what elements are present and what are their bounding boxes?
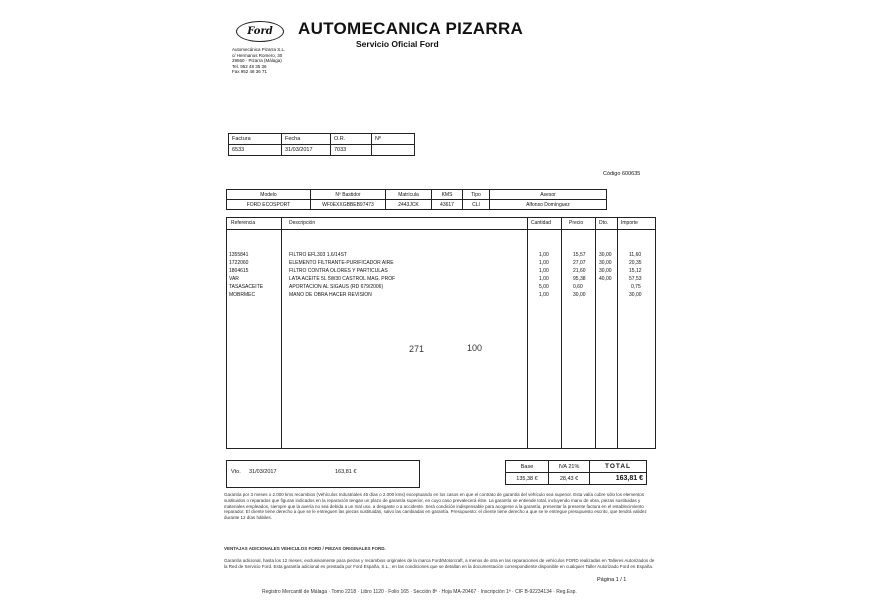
row-ref: VAR <box>229 276 239 282</box>
row-ref: 1804615 <box>229 268 249 274</box>
row-desc: FILTRO EFL303 1.6/14ST <box>289 252 347 258</box>
company-subtitle: Servicio Oficial Ford <box>356 39 439 49</box>
header-descripcion: Descripción <box>289 220 316 226</box>
totals-iva: 28,43 € <box>549 473 590 485</box>
table-row <box>227 268 655 276</box>
row-price: 15,57 <box>573 252 586 258</box>
header-referencia: Referencia <box>231 220 256 226</box>
totals-table <box>505 460 647 485</box>
invoice-n <box>372 145 415 156</box>
items-table <box>226 217 656 449</box>
row-qty: 1,00 <box>539 252 549 258</box>
vehicle-header: Matrícula <box>386 190 432 200</box>
overlay-number: 100 <box>467 343 483 353</box>
items-header <box>227 218 655 230</box>
row-amount: 0,75 <box>631 284 641 290</box>
vehicle-header: KMS <box>432 190 463 200</box>
header-cantidad: Cantidad <box>531 220 552 226</box>
row-ref: 1355841 <box>229 252 249 258</box>
vehicle-model: FORD ECOSPORT <box>227 200 311 210</box>
due-label: Vto. <box>231 469 241 475</box>
row-dto: 40,00 <box>599 276 612 282</box>
invoice-header-cell: Factura <box>229 134 282 145</box>
invoice-header-cell: Fecha <box>282 134 331 145</box>
advantages-title: VENTAJAS ADICIONALES VEHICULOS FORD / PIEZAS ORIGINALES FORD. <box>224 546 386 551</box>
row-qty: 5,00 <box>539 284 549 290</box>
row-price: 21,60 <box>573 268 586 274</box>
address-line: Tel. 952 48 35 36 <box>232 63 267 69</box>
advantages-text: Garantía adicional, hasta los 12 meses, exclusivamente para piezas y recambios originales de la marca Ford/Motorcraft, a menos de otra en las reparaciones de vehículos FORD realizadas en Talleres Autorizados de la Red de Servicio Ford. Esta garantía adicional es prestada por Ford España, S.L., en las condiciones que se detallan en la documentación correspondiente disponible en cualquier Taller Autorizado Ford en España. <box>224 558 655 569</box>
due-box <box>226 460 420 488</box>
row-dto: 30,00 <box>599 260 612 266</box>
vehicle-header: Nº Bastidor <box>311 190 386 200</box>
vehicle-table <box>226 189 607 210</box>
row-desc: LATA ACEITE 5L 5W30 CASTROL MAG. PROF <box>289 276 396 282</box>
header-precio: Precio <box>569 220 584 226</box>
invoice-or: 7033 <box>331 145 372 156</box>
vehicle-header: Modelo <box>227 190 311 200</box>
table-row <box>227 292 655 300</box>
row-amount: 15,12 <box>629 268 642 274</box>
address-line: Automecánica Pizarra S.L. <box>232 47 286 52</box>
page-number: Página 1 / 1 <box>597 577 627 583</box>
row-price: 27,07 <box>573 260 586 266</box>
invoice-header-cell: O.R. <box>331 134 372 145</box>
row-price: 95,38 <box>573 276 586 282</box>
row-dto: 30,00 <box>599 252 612 258</box>
vehicle-plate: 2443JCK <box>386 200 432 210</box>
due-date: 31/03/2017 <box>249 469 277 475</box>
row-ref: TASASACEITE <box>229 284 264 290</box>
registry-text: Registro Mercantil de Málaga · Tomo 2218 · Libro 1120 · Folio 165 · Sección 8ª · Hoja MA-20467 · Inscripción 1ª · CIF B-92234134 · Reg.Esp. <box>262 589 577 595</box>
address-line: Fax 952 48 36 71 <box>232 69 268 74</box>
header-dto: Dto. <box>599 220 609 226</box>
row-amount: 57,53 <box>629 276 642 282</box>
header-importe: Importe <box>621 220 638 226</box>
row-qty: 1,00 <box>539 276 549 282</box>
vehicle-header: Tipo <box>463 190 490 200</box>
totals-header-iva: IVA 21% <box>549 461 590 473</box>
row-desc: APORTACION AL SIGAUS (RD 679/2006) <box>289 284 384 290</box>
company-name: AUTOMECANICA PIZARRA <box>298 19 524 38</box>
company-address <box>232 47 302 75</box>
row-ref: MOBRMEC <box>229 292 256 298</box>
row-qty: 1,00 <box>539 292 549 298</box>
row-qty: 1,00 <box>539 260 549 266</box>
overlay-number: 271 <box>409 344 425 354</box>
row-amount: 11,60 <box>629 252 642 258</box>
vehicle-type: CLI <box>463 200 490 210</box>
row-amount: 30,00 <box>629 292 642 298</box>
invoice-info-table <box>228 133 415 156</box>
table-row <box>227 276 655 284</box>
table-row <box>227 260 655 268</box>
invoice-date: 31/03/2017 <box>282 145 331 156</box>
vehicle-header: Asesor <box>490 190 607 200</box>
due-amount: 163,81 € <box>335 469 357 475</box>
totals-total: 163,81 € <box>590 473 647 485</box>
row-desc: FILTRO CONTRA OLORES Y PARTICULAS <box>289 268 388 274</box>
legal-text: Garantía por 3 meses o 2.000 kms recambios (Vehículos Industriales 45 días o 2.000 kms) exceptuando en los casos en que el contrato de garantía del vehículo sea superior. Esta valía cubre sólo los elementos sustituidos o reparados que figuran indicados en la reparación tengan un plazo de garantía superior, en cuyo caso prevalecerá éste. La garantía se entiende total, incluyendo mano de obra, piezas sustituidas y materiales empleados, siempre que la avería no sea debida a un mal uso, a desgaste o a accidente. Será condición indispensable para acogerse a la garantía, presentar la presente factura en el establecimiento reparador. El cliente tiene derecho a que se le entreguen las piezas sustituidas, salvo las cambiadas en garantía. Presupuesto: el cliente tiene derecho a que se le entregue presupuesto escrito, que tendrá validez durante 12 días hábiles. <box>224 492 647 521</box>
vehicle-vin: WF0EXXGBBEB97473 <box>311 200 386 210</box>
row-desc: ELEMENTO FILTRANTE-PURIFICADOR AIRE <box>289 260 394 266</box>
row-desc: MANO DE OBRA HACER REVISION <box>289 292 372 298</box>
customer-code: Código 600635 <box>603 171 641 177</box>
row-amount: 20,35 <box>629 260 642 266</box>
ford-logo: Ford <box>236 21 284 42</box>
row-price: 0,60 <box>573 284 583 290</box>
row-dto: 30,00 <box>599 268 612 274</box>
table-row <box>227 284 655 292</box>
row-price: 30,00 <box>573 292 586 298</box>
invoice-header-cell: Nº <box>372 134 415 145</box>
invoice-number: 6533 <box>229 145 282 156</box>
totals-base: 135,38 € <box>506 473 549 485</box>
address-line: c/ Hermanos Romero, 30 <box>232 52 283 58</box>
row-ref: 1722060 <box>229 260 249 266</box>
table-row <box>227 252 655 260</box>
vehicle-advisor: Alfonso Domínguez <box>490 200 607 210</box>
vehicle-kms: 43617 <box>432 200 463 210</box>
row-qty: 1,00 <box>539 268 549 274</box>
totals-header-base: Base <box>506 461 549 473</box>
totals-header-total: TOTAL <box>590 461 647 473</box>
address-line: 29560 · Pizarra (Málaga) <box>232 58 282 63</box>
